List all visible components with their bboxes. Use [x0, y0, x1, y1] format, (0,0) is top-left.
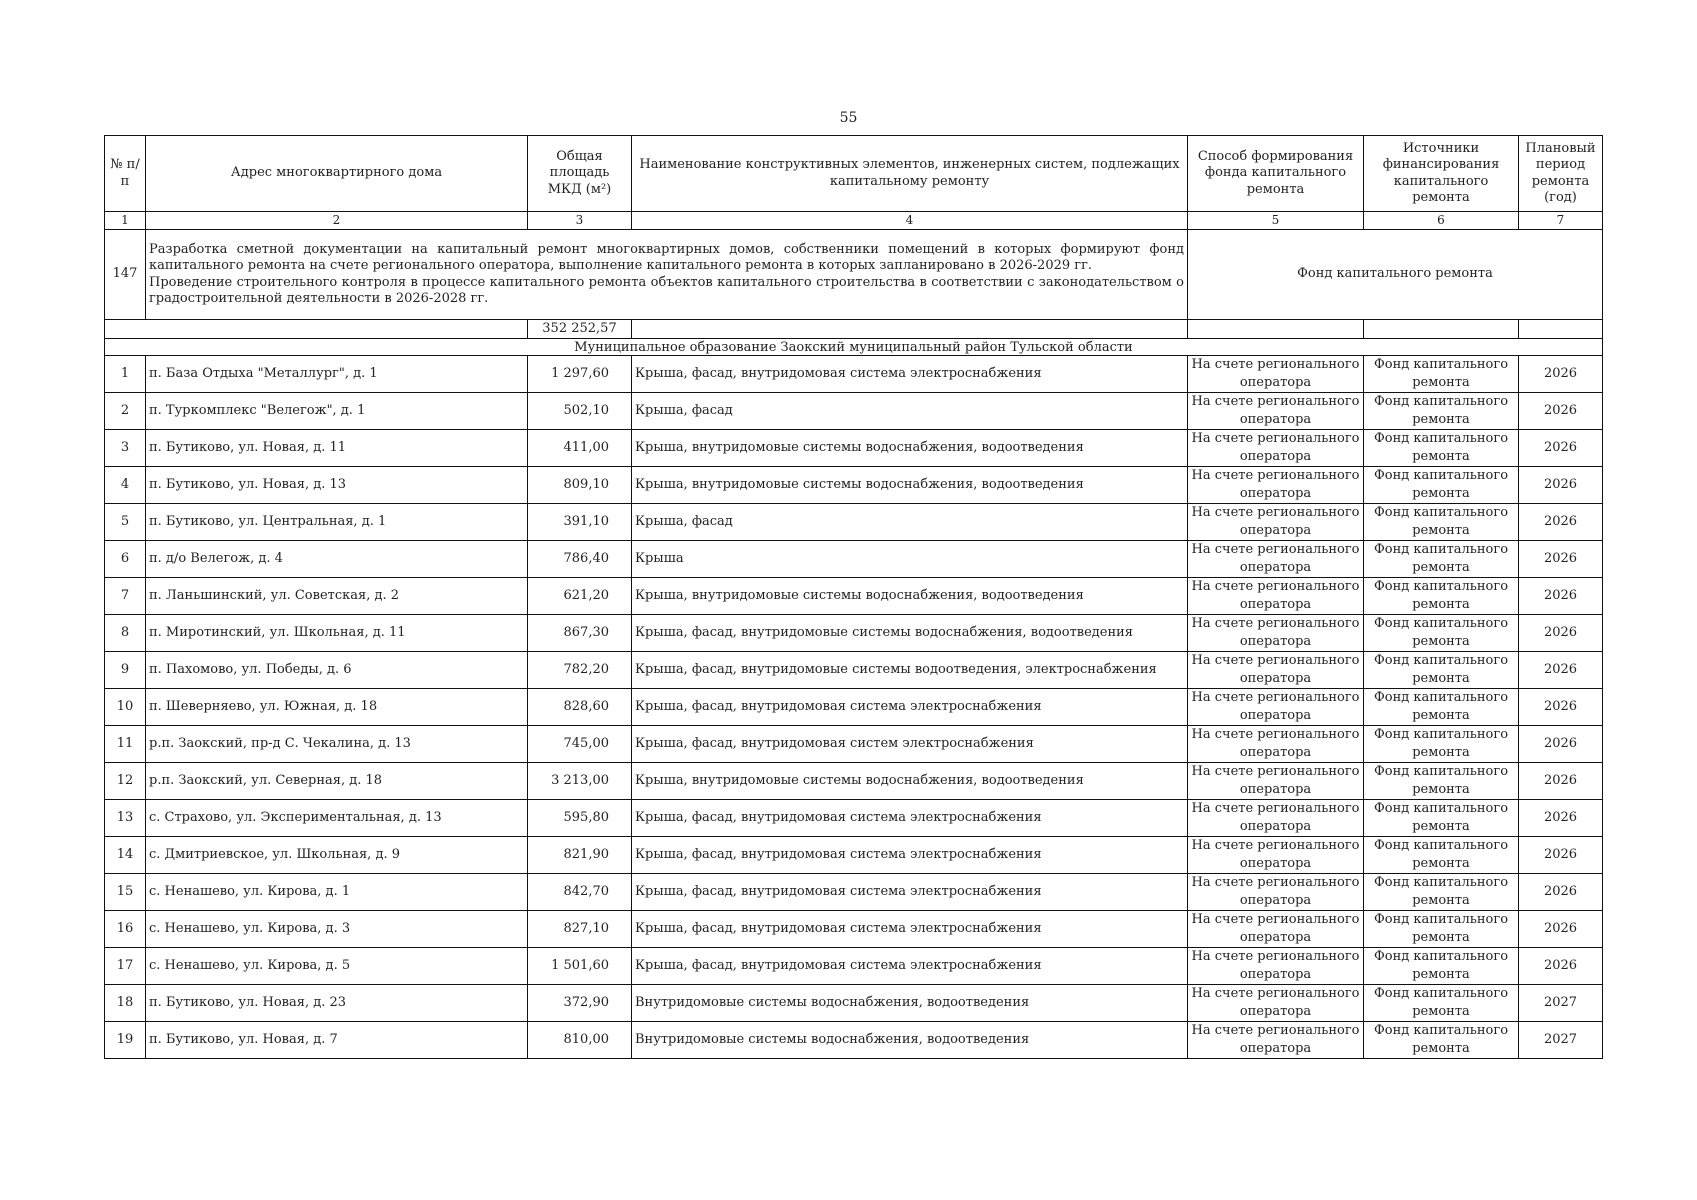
row-method: На счете регионального оператора	[1188, 652, 1364, 689]
row-year: 2026	[1519, 837, 1603, 874]
total-empty	[1364, 320, 1519, 339]
row-method: На счете регионального оператора	[1188, 541, 1364, 578]
row-elements: Крыша, фасад, внутридомовая система электроснабжения	[632, 800, 1188, 837]
page-number: 55	[839, 110, 858, 126]
row-area: 842,70	[528, 874, 632, 911]
row-address: п. Пахомово, ул. Победы, д. 6	[146, 652, 528, 689]
row-number: 10	[105, 689, 146, 726]
row-area: 595,80	[528, 800, 632, 837]
row-elements: Крыша, внутридомовые системы водоснабжения, водоотведения	[632, 763, 1188, 800]
row-source: Фонд капитального ремонта	[1364, 837, 1519, 874]
row-address: п. Бутиково, ул. Новая, д. 23	[146, 985, 528, 1022]
row-elements: Крыша, фасад, внутридомовая система электроснабжения	[632, 948, 1188, 985]
row-source: Фонд капитального ремонта	[1364, 504, 1519, 541]
row-address: с. Ненашево, ул. Кирова, д. 1	[146, 874, 528, 911]
row-number: 17	[105, 948, 146, 985]
table-row	[105, 467, 1603, 504]
table-row	[105, 948, 1603, 985]
total-empty	[632, 320, 1188, 339]
total-empty	[105, 320, 528, 339]
row-source: Фонд капитального ремонта	[1364, 578, 1519, 615]
row-source: Фонд капитального ремонта	[1364, 874, 1519, 911]
total-empty	[1188, 320, 1364, 339]
municipality-row	[105, 339, 1603, 356]
row-year: 2026	[1519, 393, 1603, 430]
row-method: На счете регионального оператора	[1188, 689, 1364, 726]
row-address: с. Дмитриевское, ул. Школьная, д. 9	[146, 837, 528, 874]
row-address: р.п. Заокский, ул. Северная, д. 18	[146, 763, 528, 800]
row-method: На счете регионального оператора	[1188, 467, 1364, 504]
row-elements: Крыша, фасад, внутридомовые системы водоотведения, электроснабжения	[632, 652, 1188, 689]
special-row-fund: Фонд капитального ремонта	[1188, 230, 1603, 320]
table-row	[105, 430, 1603, 467]
row-method: На счете регионального оператора	[1188, 911, 1364, 948]
row-address: п. Ланьшинский, ул. Советская, д. 2	[146, 578, 528, 615]
row-source: Фонд капитального ремонта	[1364, 1022, 1519, 1059]
row-area: 372,90	[528, 985, 632, 1022]
row-elements: Крыша, фасад, внутридомовая система электроснабжения	[632, 911, 1188, 948]
row-year: 2026	[1519, 430, 1603, 467]
row-address: п. д/о Велегож, д. 4	[146, 541, 528, 578]
row-method: На счете регионального оператора	[1188, 430, 1364, 467]
table-row	[105, 800, 1603, 837]
capital-repair-table	[104, 135, 1603, 1059]
row-number: 147	[105, 230, 146, 320]
row-year: 2026	[1519, 615, 1603, 652]
row-number: 13	[105, 800, 146, 837]
row-year: 2026	[1519, 541, 1603, 578]
row-number: 12	[105, 763, 146, 800]
row-area: 786,40	[528, 541, 632, 578]
row-address: п. Бутиково, ул. Новая, д. 11	[146, 430, 528, 467]
table-row	[105, 837, 1603, 874]
row-elements: Крыша, фасад, внутридомовая систем электроснабжения	[632, 726, 1188, 763]
row-number: 7	[105, 578, 146, 615]
description-paragraph: Разработка сметной документации на капитальный ремонт многоквартирных домов, собственники помещений в которых формируют фонд капитального ремонта на счете регионального оператора, выполнение капитального ремонта в которых запланировано в 2026-2029 гг.	[149, 242, 1184, 274]
row-number: 3	[105, 430, 146, 467]
row-method: На счете регионального оператора	[1188, 985, 1364, 1022]
row-method: На счете регионального оператора	[1188, 504, 1364, 541]
row-method: На счете регионального оператора	[1188, 726, 1364, 763]
row-source: Фонд капитального ремонта	[1364, 985, 1519, 1022]
row-method: На счете регионального оператора	[1188, 578, 1364, 615]
table-row	[105, 356, 1603, 393]
row-number: 16	[105, 911, 146, 948]
row-method: На счете регионального оператора	[1188, 356, 1364, 393]
row-elements: Внутридомовые системы водоснабжения, водоотведения	[632, 985, 1188, 1022]
row-source: Фонд капитального ремонта	[1364, 615, 1519, 652]
row-address: с. Ненашево, ул. Кирова, д. 5	[146, 948, 528, 985]
row-area: 821,90	[528, 837, 632, 874]
row-source: Фонд капитального ремонта	[1364, 911, 1519, 948]
row-area: 867,30	[528, 615, 632, 652]
row-area: 782,20	[528, 652, 632, 689]
row-method: На счете регионального оператора	[1188, 763, 1364, 800]
row-area: 621,20	[528, 578, 632, 615]
row-area: 809,10	[528, 467, 632, 504]
row-area: 391,10	[528, 504, 632, 541]
row-address: п. Туркомплекс "Велегож", д. 1	[146, 393, 528, 430]
row-number: 18	[105, 985, 146, 1022]
row-source: Фонд капитального ремонта	[1364, 356, 1519, 393]
row-elements: Крыша, фасад	[632, 393, 1188, 430]
row-year: 2026	[1519, 504, 1603, 541]
column-number: 5	[1188, 212, 1364, 230]
row-number: 15	[105, 874, 146, 911]
row-area: 1 501,60	[528, 948, 632, 985]
table-row	[105, 1022, 1603, 1059]
row-source: Фонд капитального ремонта	[1364, 948, 1519, 985]
row-area: 1 297,60	[528, 356, 632, 393]
header-period: Плановый период ремонта (год)	[1519, 136, 1603, 212]
row-year: 2026	[1519, 800, 1603, 837]
table-row	[105, 874, 1603, 911]
row-elements: Крыша, фасад, внутридомовая система электроснабжения	[632, 874, 1188, 911]
table-row	[105, 504, 1603, 541]
table-row	[105, 985, 1603, 1022]
row-elements: Крыша, внутридомовые системы водоснабжения, водоотведения	[632, 467, 1188, 504]
row-area: 810,00	[528, 1022, 632, 1059]
header-address: Адрес многоквартирного дома	[146, 136, 528, 212]
row-source: Фонд капитального ремонта	[1364, 689, 1519, 726]
row-elements: Внутридомовые системы водоснабжения, водоотведения	[632, 1022, 1188, 1059]
table-row	[105, 541, 1603, 578]
row-number: 1	[105, 356, 146, 393]
table-row	[105, 393, 1603, 430]
table-row	[105, 726, 1603, 763]
column-numbers-row	[105, 212, 1603, 230]
row-year: 2026	[1519, 911, 1603, 948]
row-address: п. Бутиково, ул. Новая, д. 13	[146, 467, 528, 504]
data-rows	[105, 356, 1603, 1059]
row-method: На счете регионального оператора	[1188, 1022, 1364, 1059]
column-number: 4	[632, 212, 1188, 230]
row-number: 11	[105, 726, 146, 763]
row-number: 6	[105, 541, 146, 578]
table-row	[105, 689, 1603, 726]
row-address: п. База Отдыха "Металлург", д. 1	[146, 356, 528, 393]
row-number: 8	[105, 615, 146, 652]
column-number: 6	[1364, 212, 1519, 230]
row-area: 827,10	[528, 911, 632, 948]
municipality-title: Муниципальное образование Заокский муниципальный район Тульской области	[105, 339, 1603, 356]
header-method: Способ формирования фонда капитального ремонта	[1188, 136, 1364, 212]
row-number: 14	[105, 837, 146, 874]
row-year: 2026	[1519, 763, 1603, 800]
row-area: 745,00	[528, 726, 632, 763]
row-address: п. Шеверняево, ул. Южная, д. 18	[146, 689, 528, 726]
row-elements: Крыша, фасад, внутридомовая система электроснабжения	[632, 356, 1188, 393]
row-source: Фонд капитального ремонта	[1364, 726, 1519, 763]
column-number: 3	[528, 212, 632, 230]
column-number: 2	[146, 212, 528, 230]
header-source: Источники финансирования капитального ремонта	[1364, 136, 1519, 212]
row-elements: Крыша, фасад	[632, 504, 1188, 541]
row-elements: Крыша, внутридомовые системы водоснабжения, водоотведения	[632, 578, 1188, 615]
row-source: Фонд капитального ремонта	[1364, 652, 1519, 689]
row-number: 5	[105, 504, 146, 541]
row-year: 2026	[1519, 356, 1603, 393]
table-row	[105, 911, 1603, 948]
row-year: 2026	[1519, 689, 1603, 726]
row-elements: Крыша	[632, 541, 1188, 578]
table-row	[105, 763, 1603, 800]
row-number: 4	[105, 467, 146, 504]
row-source: Фонд капитального ремонта	[1364, 393, 1519, 430]
row-year: 2027	[1519, 1022, 1603, 1059]
row-elements: Крыша, фасад, внутридомовые системы водоснабжения, водоотведения	[632, 615, 1188, 652]
header-num: № п/п	[105, 136, 146, 212]
description-paragraph: Проведение строительного контроля в процессе капитального ремонта объектов капитального строительства в соответствии с законодательством о градостроительной деятельности в 2026-2028 гг.	[149, 274, 1184, 306]
row-method: На счете регионального оператора	[1188, 874, 1364, 911]
row-address: п. Бутиково, ул. Центральная, д. 1	[146, 504, 528, 541]
column-number: 7	[1519, 212, 1603, 230]
total-area: 352 252,57	[528, 320, 632, 339]
row-source: Фонд капитального ремонта	[1364, 763, 1519, 800]
row-address: с. Ненашево, ул. Кирова, д. 3	[146, 911, 528, 948]
row-address: п. Бутиково, ул. Новая, д. 7	[146, 1022, 528, 1059]
row-method: На счете регионального оператора	[1188, 948, 1364, 985]
row-method: На счете регионального оператора	[1188, 837, 1364, 874]
row-year: 2026	[1519, 948, 1603, 985]
row-address: р.п. Заокский, пр-д С. Чекалина, д. 13	[146, 726, 528, 763]
row-year: 2026	[1519, 652, 1603, 689]
column-number: 1	[105, 212, 146, 230]
row-number: 2	[105, 393, 146, 430]
table-row	[105, 615, 1603, 652]
row-method: На счете регионального оператора	[1188, 800, 1364, 837]
header-elements: Наименование конструктивных элементов, инженерных систем, подлежащих капитальному ремонту	[632, 136, 1188, 212]
table-header	[105, 136, 1603, 230]
total-empty	[1519, 320, 1603, 339]
row-number: 19	[105, 1022, 146, 1059]
special-row-description	[146, 230, 1188, 320]
row-method: На счете регионального оператора	[1188, 615, 1364, 652]
header-area: Общая площадь МКД (м²)	[528, 136, 632, 212]
table-row	[105, 578, 1603, 615]
row-address: с. Страхово, ул. Экспериментальная, д. 13	[146, 800, 528, 837]
row-area: 828,60	[528, 689, 632, 726]
total-row	[105, 320, 1603, 339]
row-source: Фонд капитального ремонта	[1364, 800, 1519, 837]
row-area: 3 213,00	[528, 763, 632, 800]
row-elements: Крыша, фасад, внутридомовая система электроснабжения	[632, 837, 1188, 874]
row-year: 2027	[1519, 985, 1603, 1022]
row-number: 9	[105, 652, 146, 689]
row-elements: Крыша, фасад, внутридомовая система электроснабжения	[632, 689, 1188, 726]
row-area: 502,10	[528, 393, 632, 430]
row-source: Фонд капитального ремонта	[1364, 430, 1519, 467]
row-area: 411,00	[528, 430, 632, 467]
special-row-147	[105, 230, 1603, 320]
row-source: Фонд капитального ремонта	[1364, 467, 1519, 504]
row-method: На счете регионального оператора	[1188, 393, 1364, 430]
row-year: 2026	[1519, 874, 1603, 911]
row-year: 2026	[1519, 578, 1603, 615]
row-source: Фонд капитального ремонта	[1364, 541, 1519, 578]
row-year: 2026	[1519, 726, 1603, 763]
row-elements: Крыша, внутридомовые системы водоснабжения, водоотведения	[632, 430, 1188, 467]
table-row	[105, 652, 1603, 689]
row-address: п. Миротинский, ул. Школьная, д. 11	[146, 615, 528, 652]
row-year: 2026	[1519, 467, 1603, 504]
